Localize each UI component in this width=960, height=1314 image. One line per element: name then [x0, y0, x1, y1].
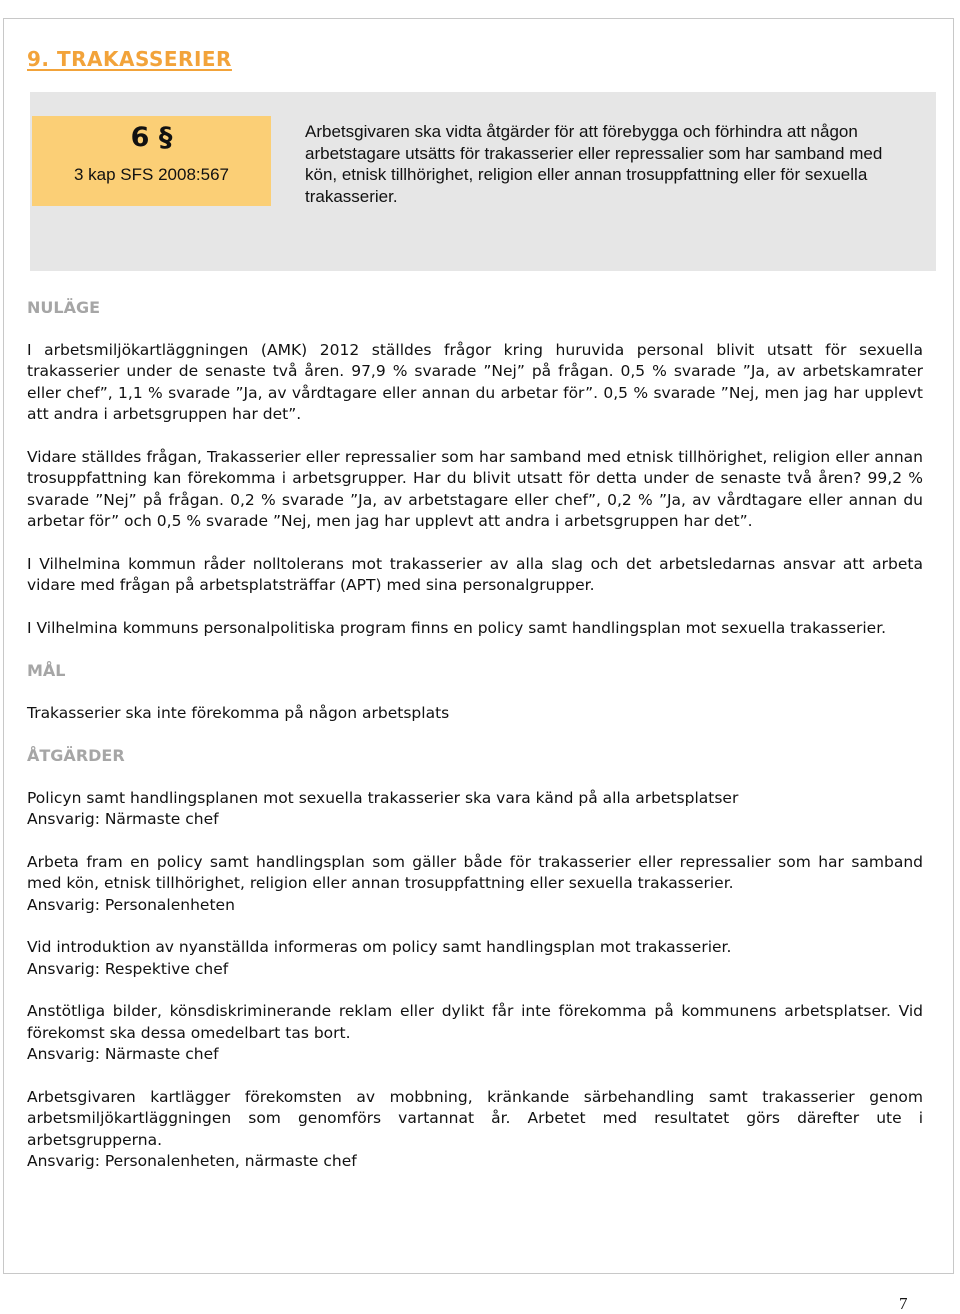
- nulage-paragraph: Vidare ställdes frågan, Trakasserier eller repressalier som har samband med etnisk tillhörighet, religion eller annan trosuppfattning kan förekomma i arbetsgrupper. Har du blivit utsatt för detta under de senaste två åren? 99,2 % svarade ”Nej” på frågan. 0,2 % svarade ”Ja, av arbetstagare eller chef”, 0,2 % ”Ja, av vårdtagare eller annan du arbetar för” och 0,5 % svarade ”Nej, men jag har upplevt att andra i arbetsgruppen har det”.: [27, 447, 923, 530]
- subheading-mal: MÅL: [27, 661, 66, 680]
- law-source: 3 kap SFS 2008:567: [73, 165, 229, 184]
- law-text: Arbetsgivaren ska vidta åtgärder för att förebygga och förhindra att någon arbetstagare utsätts för trakasserier eller repressalier som har samband med kön, etnisk tillhörighet, religion eller annan trosuppfattning eller för sexuella trakasserier.: [305, 122, 883, 206]
- action-item: [27, 788, 923, 831]
- law-section-number: 6 §: [130, 122, 173, 153]
- action-item: [27, 1087, 923, 1173]
- action-responsible: Ansvarig: Närmaste chef: [27, 810, 219, 828]
- action-item: [27, 1001, 923, 1066]
- main-content: [27, 297, 923, 1173]
- law-reference-box: [32, 116, 271, 206]
- mal-text: Trakasserier ska inte förekomma på någon arbetsplats: [27, 703, 450, 722]
- action-responsible: Ansvarig: Närmaste chef: [27, 1045, 219, 1063]
- action-responsible: Ansvarig: Respektive chef: [27, 959, 229, 978]
- subheading-nulage: NULÄGE: [27, 298, 101, 317]
- page-number: 7: [899, 1294, 908, 1313]
- action-item: [27, 852, 923, 917]
- action-text: Anstötliga bilder, könsdiskriminerande reklam eller dylikt får inte förekomma på kommunens arbetsplatser. Vid förekomst ska dessa omedelbart tas bort.: [27, 1002, 923, 1042]
- section-heading: 9. TRAKASSERIER: [27, 47, 232, 71]
- action-text: Arbeta fram en policy samt handlingsplan som gäller både för trakasserier eller repressalier som har samband med kön, etnisk tillhörighet, religion eller annan trosuppfattning eller sexuella trakasserier.: [27, 852, 923, 892]
- nulage-paragraph: I Vilhelmina kommuns personalpolitiska program finns en policy samt handlingsplan mot sexuella trakasserier.: [27, 618, 887, 637]
- action-text: Policyn samt handlingsplanen mot sexuella trakasserier ska vara känd på alla arbetsplatser: [27, 788, 739, 807]
- nulage-paragraph: I arbetsmiljökartläggningen (AMK) 2012 ställdes frågor kring huruvida personal blivit utsatt för sexuella trakasserier under de senaste två åren. 97,9 % svarade ”Nej” på frågan. 0,5 % svarade ”Ja, av arbetskamrater eller chef”, 1,1 % svarade ”Ja, av vårdtagare eller annan du arbetar för”. 0,5 % svarade ”Nej, men jag har upplevt att andra i arbetsgruppen har det”.: [27, 340, 923, 423]
- action-text: Vid introduktion av nyanställda informeras om policy samt handlingsplan mot trakasserier.: [27, 938, 732, 956]
- action-text: Arbetsgivaren kartlägger förekomsten av mobbning, kränkande särbehandling samt trakasserier genom arbetsmiljökartläggningen som genomförs vartannat år. Arbetet med resultatet görs därefter ute i arbetsgrupperna.: [27, 1087, 923, 1149]
- action-responsible: Ansvarig: Personalenheten: [27, 895, 235, 914]
- subheading-atgarder: ÅTGÄRDER: [27, 746, 125, 765]
- nulage-paragraph: I Vilhelmina kommun råder nolltolerans mot trakasserier av alla slag och det arbetsledarnas ansvar att arbeta vidare med frågan på arbetsplatsträffar (APT) med sina personalgrupper.: [27, 554, 923, 594]
- action-responsible: Ansvarig: Personalenheten, närmaste chef: [27, 1152, 357, 1170]
- action-item: [27, 937, 923, 980]
